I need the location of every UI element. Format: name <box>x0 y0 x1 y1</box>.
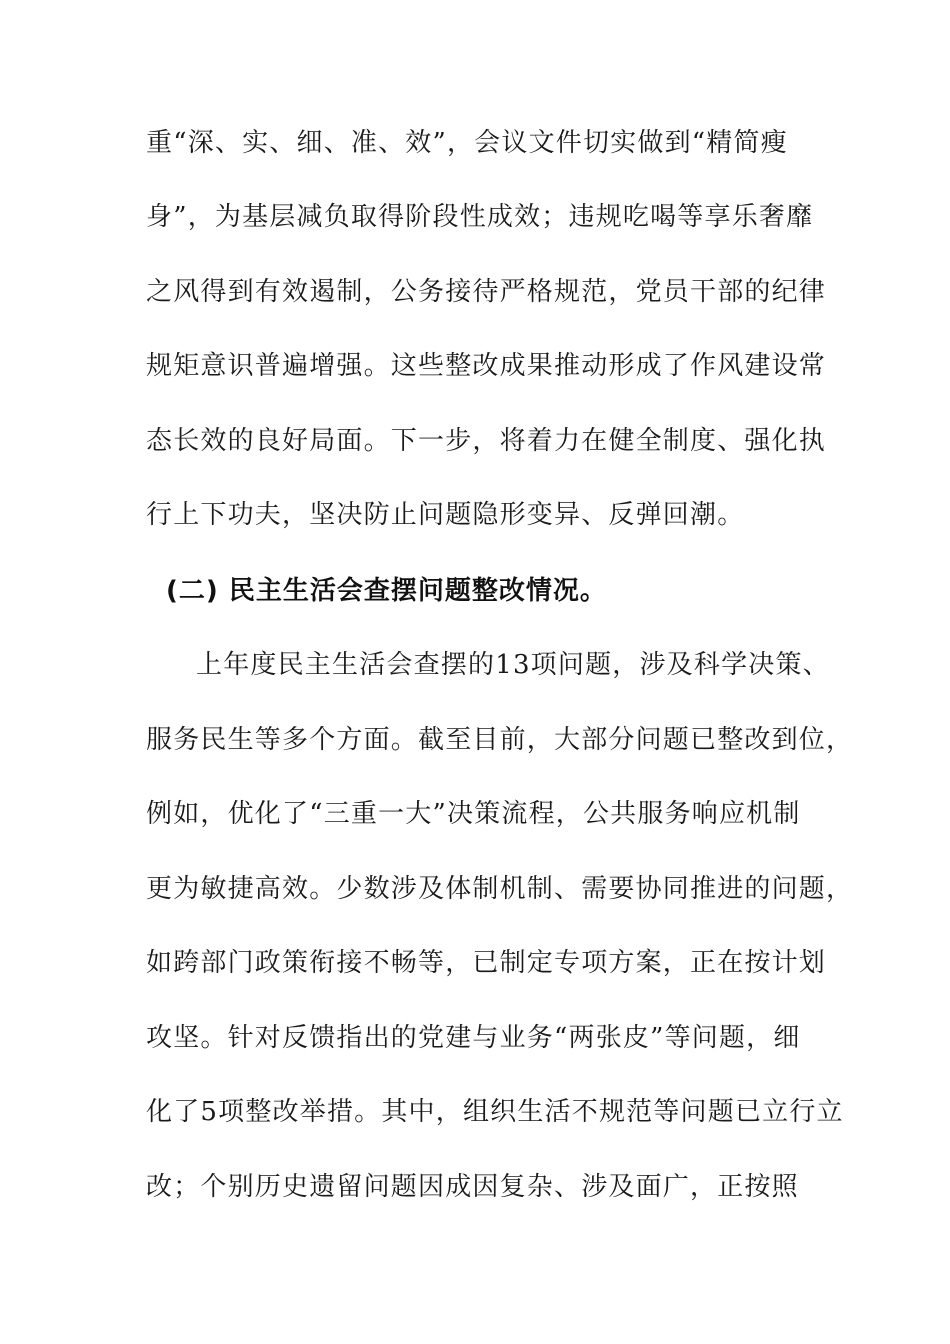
section-heading: (二) 民主生活会查摆问题整改情况。 <box>166 576 607 606</box>
body-text-line: 服务民生等多个方面。截至目前，大部分问题已整改到位， <box>146 725 854 755</box>
body-text-line: 上年度民主生活会查摆的13项问题，涉及科学决策、 <box>196 650 830 680</box>
body-text-line: 更为敏捷高效。少数涉及体制机制、需要协同推进的问题， <box>146 874 854 904</box>
body-text-line: 行上下功夫，坚决防止问题隐形变异、反弹回潮。 <box>146 500 745 530</box>
body-text-line: 例如，优化了“三重一大”决策流程，公共服务响应机制 <box>146 799 801 829</box>
body-text-line: 重“深、实、细、准、效”，会议文件切实做到“精简瘦 <box>146 128 788 158</box>
body-text-line: 攻坚。针对反馈指出的党建与业务“两张皮”等问题，细 <box>146 1023 801 1053</box>
body-text-line: 身”，为基层减负取得阶段性成效；违规吃喝等享乐奢靡 <box>146 202 814 232</box>
body-text-line: 如跨部门政策衔接不畅等，已制定专项方案，正在按计划 <box>146 948 827 978</box>
body-text-line: 之风得到有效遏制，公务接待严格规范，党员干部的纪律 <box>146 277 827 307</box>
body-text-line: 规矩意识普遍增强。这些整改成果推动形成了作风建设常 <box>146 351 827 381</box>
body-text-line: 改；个别历史遗留问题因成因复杂、涉及面广，正按照 <box>146 1172 799 1202</box>
body-text-line: 化了5项整改举措。其中，组织生活不规范等问题已立行立 <box>146 1097 844 1127</box>
body-text-line: 态长效的良好局面。下一步，将着力在健全制度、强化执 <box>146 426 827 456</box>
